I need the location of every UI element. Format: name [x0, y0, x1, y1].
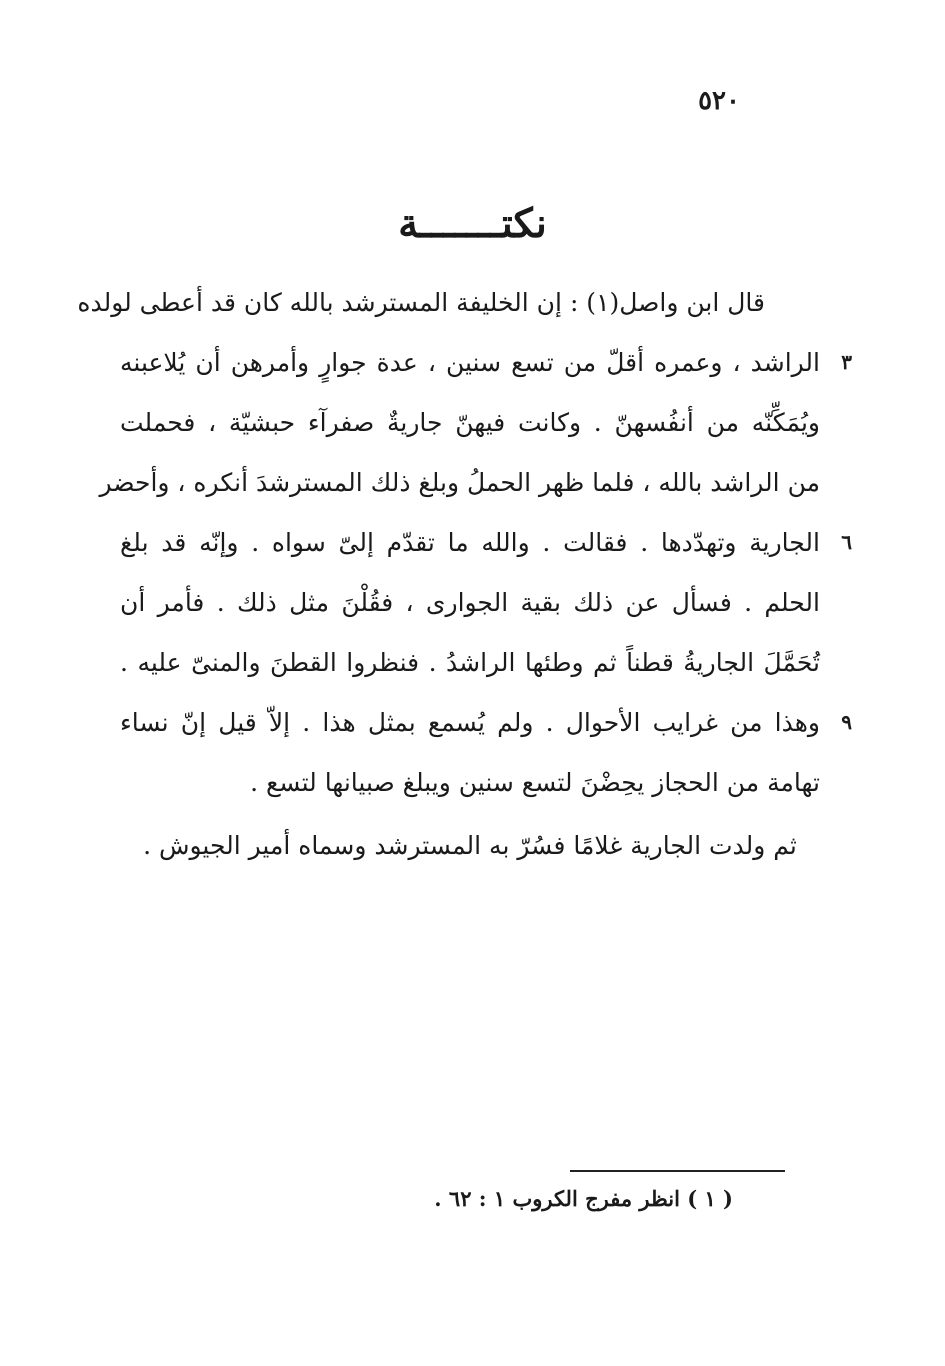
line-text: من الراشد بالله ، فلما ظهر الحملُ وبلغ ذلك المسترشدَ أنكره ، وأحضر — [99, 467, 820, 497]
footnote-text: ( ١ ) انظر مفرج الكروب ١ : ٦٢ . — [434, 1186, 733, 1211]
body-text — [77, 272, 852, 878]
text-line — [100, 512, 852, 572]
text-line — [100, 752, 820, 812]
line-number: ٣ — [841, 350, 852, 374]
line-text: الجارية وتهدّدها . فقالت . والله ما تقدّم إلىّ سواه . وإنّه قد بلغ — [120, 527, 820, 557]
text-line — [100, 812, 820, 878]
line-text: ثم ولدت الجارية غلامًا فسُرّ به المسترشد وسماه أمير الجيوش . — [143, 830, 797, 860]
line-text: الحلم . فسأل عن ذلك بقية الجوارى ، فقُلْنَ مثل ذلك . فأمر أن — [120, 587, 820, 617]
footnote-rule — [570, 1170, 785, 1172]
line-number: ٩ — [841, 710, 852, 734]
page-number: ٥٢٠ — [698, 86, 740, 116]
line-text: ويُمَكِّنّه من أنفُسهنّ . وكانت فيهنّ جاريةٌ صفرآء حبشيّة ، فحملت — [120, 407, 820, 437]
line-text: تهامة من الحجاز يحِضْنَ لتسع سنين ويبلغ صبيانها لتسع . — [250, 767, 820, 797]
line-number: ٦ — [841, 530, 852, 554]
text-line — [100, 632, 820, 692]
line-text: قال ابن واصل(١) : إن الخليفة المسترشد بالله كان قد أعطى لولده — [77, 287, 765, 317]
text-line — [100, 392, 820, 452]
line-text: الراشد ، وعمره أقلّ من تسع سنين ، عدة جوارٍ وأمرهن أن يُلاعبنه — [120, 347, 820, 377]
chapter-title: نكتـــــــة — [398, 200, 547, 247]
text-line — [100, 332, 852, 392]
text-line — [100, 692, 852, 752]
line-text: تُحَمَّلَ الجاريةُ قطناً ثم وطئها الراشدُ . فنظروا القطنَ والمنىّ عليه . — [120, 647, 820, 677]
text-line — [100, 452, 820, 512]
line-text: وهذا من غرايب الأحوال . ولم يُسمع بمثل هذا . إلاّ قيل إنّ نساء — [120, 707, 820, 737]
text-line — [77, 272, 820, 332]
text-line — [100, 572, 820, 632]
